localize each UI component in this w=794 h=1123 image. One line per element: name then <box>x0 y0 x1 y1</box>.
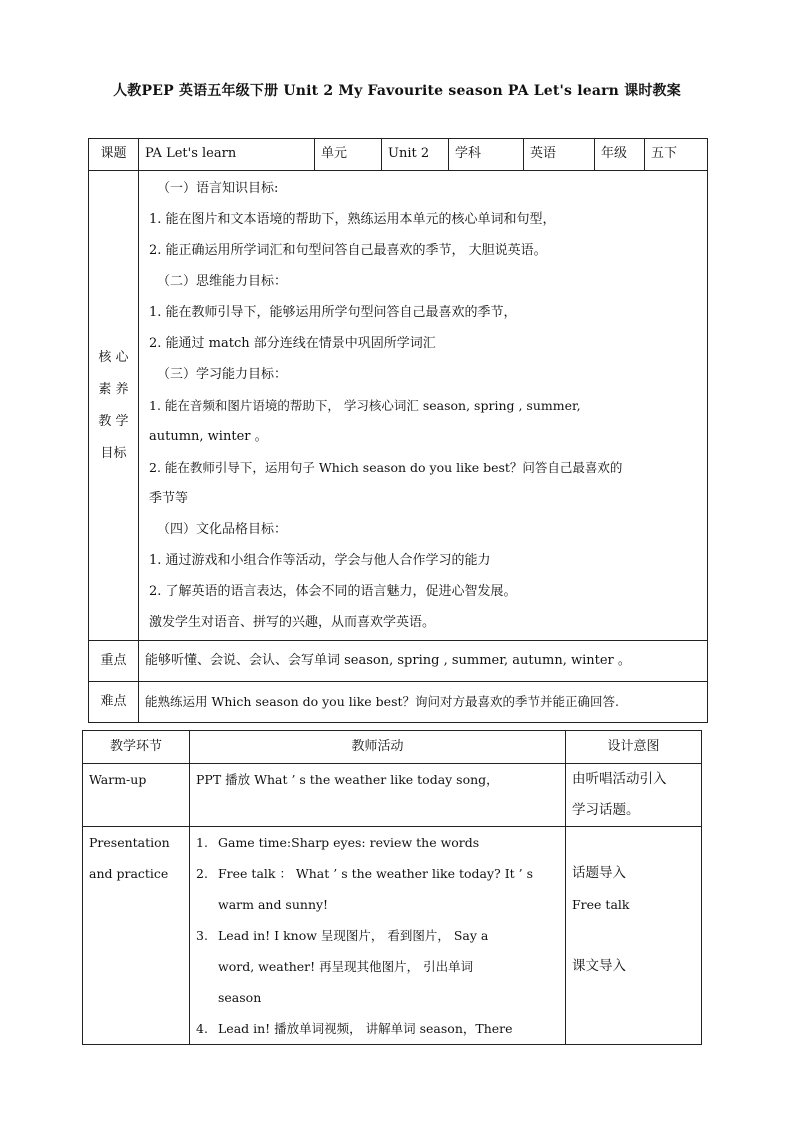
key-point-value: 能够听懂、会说、会认、会写单词 season, spring , summer, autumn, winter 。 <box>139 641 708 682</box>
unit-label: 单元 <box>315 139 382 171</box>
goal-item: 1. 通过游戏和小组合作等活动，学会与他人合作学习的能力 <box>149 553 491 568</box>
difficult-point-value: 能熟练运用 Which season do you like best？询问对方最喜欢的季节并能正确回答. <box>139 682 708 723</box>
goals-content <box>139 171 708 641</box>
list-item: 1. Game time:Sharp eyes: review the words <box>196 835 480 850</box>
goal-item: 2. 能在教师引导下，运用句子 Which season do you like best？问答自己最喜欢的 <box>149 460 623 475</box>
goal-item: 2. 了解英语的语言表达，体会不同的语言魅力，促进心智发展。 <box>149 584 517 599</box>
unit-value: Unit 2 <box>382 139 449 171</box>
stage-warmup: Warm-up <box>83 764 190 827</box>
goal-heading: （一）语言知识目标: <box>157 181 279 196</box>
goal-item: 激发学生对语音、拼写的兴趣，从而喜欢学英语。 <box>149 615 436 630</box>
grade-value: 五下 <box>645 139 708 171</box>
intent-warmup: 由听唱活动引入 学习话题。 <box>566 764 702 827</box>
subject-label: 学科 <box>449 139 524 171</box>
list-item: 2. Free talk ： What ’ s the weather like today? It ’ s warm and sunny! <box>196 866 533 912</box>
goal-heading: （三）学习能力目标： <box>157 367 288 382</box>
activity-steps <box>196 827 559 1044</box>
goal-heading: （四）文化品格目标： <box>157 522 288 537</box>
goal-item: 季节等 <box>149 491 189 506</box>
goal-item: 1. 能在音频和图片语境的帮助下， 学习核心词汇 season, spring , summer, <box>149 398 581 413</box>
list-item: 3. Lead in! I know 呈现图片， 看到图片， Say a word, weather! 再呈现其他图片， 引出单词 season <box>196 928 489 1005</box>
header-intent: 设计意图 <box>566 731 702 764</box>
subject-value: 英语 <box>524 139 595 171</box>
document-title: 人教PEP 英语五年级下册 Unit 2 My Favourite season PA Let's learn 课时教案 <box>113 83 681 99</box>
course-value: PA Let's learn <box>139 139 315 171</box>
goal-item: 2. 能通过 match 部分连线在情景中巩固所学词汇 <box>149 336 436 351</box>
key-point-label: 重点 <box>89 641 139 682</box>
grade-label: 年级 <box>595 139 645 171</box>
list-item: 4. Lead in! 播放单词视频， 讲解单词 season，There <box>196 1021 513 1036</box>
goal-item: 1. 能在教师引导下，能够运用所学句型问答自己最喜欢的季节， <box>149 305 517 320</box>
intent-presentation: 话题导入 Free talk 课文导入 <box>566 827 702 1045</box>
activity-warmup: PPT 播放 What ’ s the weather like today song， <box>190 764 566 827</box>
goals-label-line: 素 养 <box>98 381 129 397</box>
difficult-point-label: 难点 <box>89 682 139 723</box>
header-stage: 教学环节 <box>83 731 190 764</box>
goals-label-line: 目标 <box>100 445 127 461</box>
goal-item: 1. 能在图片和文本语境的帮助下，熟练运用本单元的核心单词和句型， <box>149 212 556 227</box>
course-label: 课题 <box>89 139 139 171</box>
teaching-process-table <box>82 730 702 1045</box>
goal-heading: （二）思维能力目标： <box>157 274 288 289</box>
lesson-info-table <box>88 138 708 723</box>
activity-presentation <box>190 827 566 1045</box>
goal-item: 2. 能正确运用所学词汇和句型问答自己最喜欢的季节， 大胆说英语。 <box>149 243 547 258</box>
goal-item: autumn, winter 。 <box>149 429 268 444</box>
header-activity: 教师活动 <box>190 731 566 764</box>
stage-presentation: Presentation and practice <box>83 827 190 1045</box>
goals-label-line: 教 学 <box>98 413 129 429</box>
goals-label <box>89 171 139 641</box>
goals-label-line: 核 心 <box>98 349 129 365</box>
